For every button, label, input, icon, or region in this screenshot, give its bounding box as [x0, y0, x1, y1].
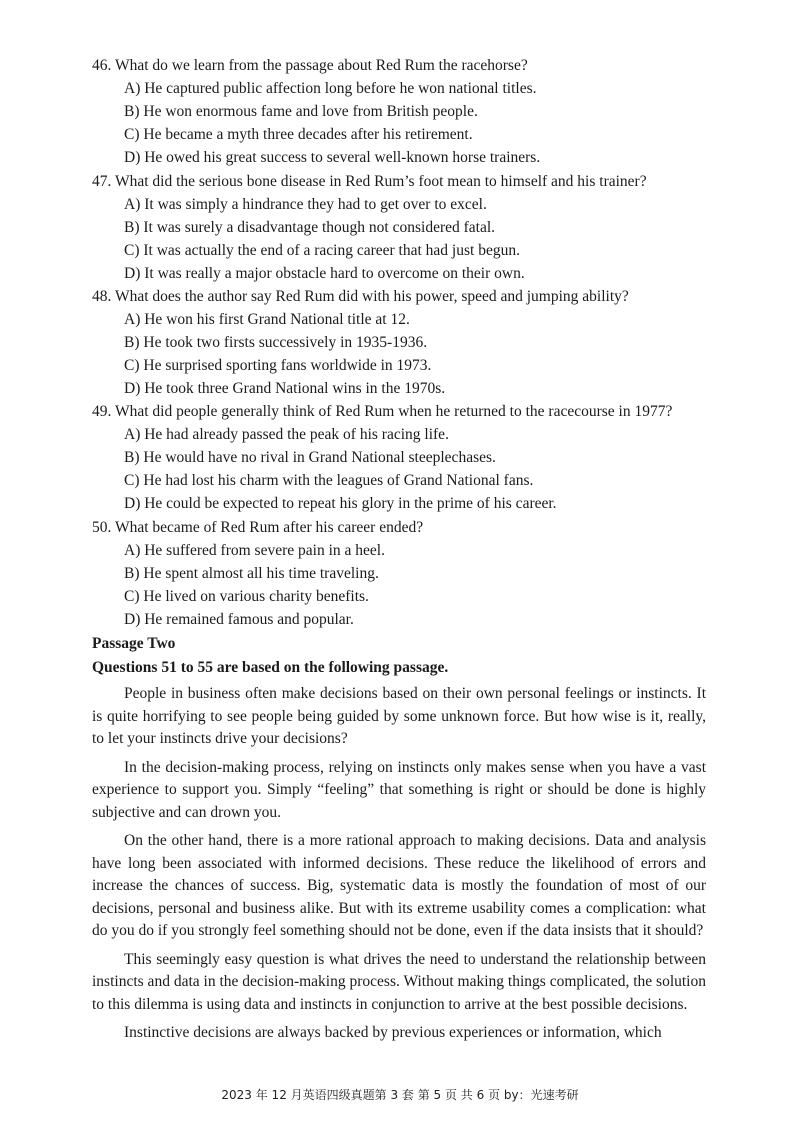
- question-stem: 46. What do we learn from the passage about Red Rum the racehorse?: [92, 57, 528, 74]
- option-b: B) He won enormous fame and love from British people.: [124, 103, 478, 120]
- option-d: D) He took three Grand National wins in the 1970s.: [124, 380, 446, 397]
- option-a: A) It was simply a hindrance they had to get over to excel.: [124, 196, 487, 213]
- option-d: D) It was really a major obstacle hard to overcome on their own.: [124, 265, 525, 282]
- passage-instruction: Questions 51 to 55 are based on the following passage.: [92, 659, 449, 676]
- page-footer: 2023 年 12 月英语四级真题第 3 套 第 5 页 共 6 页 by：光速考研: [221, 1088, 579, 1102]
- question-49: [92, 400, 732, 515]
- option-b: B) He took two firsts successively in 1935-1936.: [124, 334, 428, 351]
- question-stem: 50. What became of Red Rum after his career ended?: [92, 519, 424, 536]
- paragraph-4: This seemingly easy question is what drives the need to understand the relationship between instincts and data in the decision-making process. Without making things complicated, the solution to this dilemma is using data and instincts in conjunction to arrive at the best possible decisions.: [92, 950, 706, 1013]
- option-c: C) He became a myth three decades after his retirement.: [124, 126, 473, 143]
- option-a: A) He suffered from severe pain in a heel.: [124, 542, 385, 559]
- option-d: D) He owed his great success to several well-known horse trainers.: [124, 149, 541, 166]
- question-48: [92, 285, 732, 400]
- option-b: B) It was surely a disadvantage though not considered fatal.: [124, 219, 496, 236]
- option-a: A) He won his first Grand National title at 12.: [124, 311, 410, 328]
- option-a: A) He captured public affection long before he won national titles.: [124, 80, 537, 97]
- option-d: D) He could be expected to repeat his glory in the prime of his career.: [124, 495, 557, 512]
- option-a: A) He had already passed the peak of his racing life.: [124, 426, 449, 443]
- option-c: C) He had lost his charm with the leagues of Grand National fans.: [124, 472, 534, 489]
- paragraph-2: In the decision-making process, relying on instincts only makes sense when you have a vast experience to support you. Simply “feeling” that something is right or should be done is highly subjective and can drown you.: [92, 758, 706, 821]
- passage-title: Passage Two: [92, 635, 176, 652]
- option-c: C) He surprised sporting fans worldwide in 1973.: [124, 357, 432, 374]
- question-47: [92, 170, 732, 285]
- question-46: [92, 54, 732, 169]
- option-b: B) He spent almost all his time traveling.: [124, 565, 379, 582]
- question-50: [92, 516, 732, 631]
- question-stem: 47. What did the serious bone disease in Red Rum’s foot mean to himself and his trainer?: [92, 173, 647, 190]
- question-stem: 49. What did people generally think of Red Rum when he returned to the racecourse in 1977?: [92, 403, 673, 420]
- option-b: B) He would have no rival in Grand National steeplechases.: [124, 449, 496, 466]
- option-d: D) He remained famous and popular.: [124, 611, 354, 628]
- option-c: C) He lived on various charity benefits.: [124, 588, 369, 605]
- paragraph-3: On the other hand, there is a more rational approach to making decisions. Data and analysis have long been associated with informed decisions. These reduce the likelihood of errors and increase the chances of success. Big, systematic data is mostly the foundation of most of our decisions, personal and business alike. But with its extreme usability comes a complication: what do you do if you strongly feel something should not be done, even if the data insists that it should?: [92, 832, 706, 939]
- option-c: C) It was actually the end of a racing career that had just begun.: [124, 242, 520, 259]
- paragraph-1: People in business often make decisions based on their own personal feelings or instincts. It is quite horrifying to see people being guided by some unknown force. But how wise is it, really, to let your instincts drive your decisions?: [92, 685, 706, 747]
- question-stem: 48. What does the author say Red Rum did with his power, speed and jumping ability?: [92, 288, 629, 305]
- passage-body: [92, 683, 706, 1051]
- paragraph-5: Instinctive decisions are always backed by previous experiences or information, which: [124, 1024, 662, 1041]
